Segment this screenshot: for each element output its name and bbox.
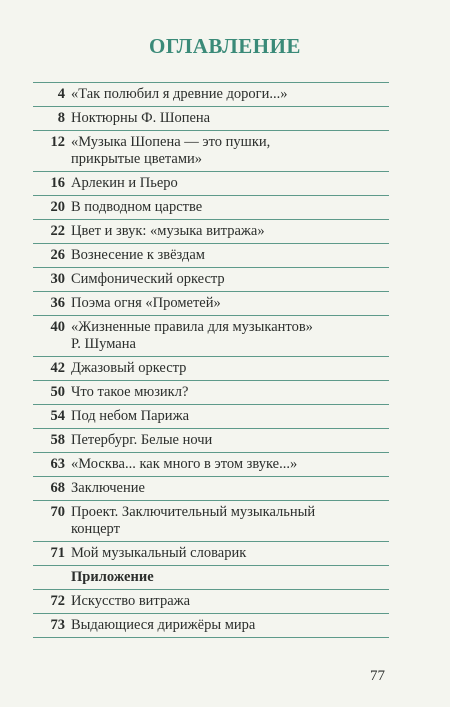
toc-row: [33, 405, 389, 429]
toc-entry-title: Арлекин и Пьеро: [71, 175, 178, 191]
toc-page-number: 36: [50, 295, 65, 311]
toc-page-number: 71: [50, 545, 65, 561]
toc-row: [33, 131, 389, 172]
toc-row: [33, 244, 389, 268]
toc-entry-title: «Москва... как много в этом звуке...»: [71, 456, 298, 472]
toc-page-number: 8: [57, 110, 65, 126]
toc-page-number: 42: [50, 360, 65, 376]
toc-row: [33, 357, 389, 381]
toc-entry-title: Вознесение к звёздам: [71, 247, 205, 263]
toc-entry-title: Под небом Парижа: [71, 408, 190, 424]
toc-page-number: 20: [50, 199, 65, 215]
toc-page-number: 26: [50, 247, 65, 263]
toc-entry-title: Петербург. Белые ночи: [71, 432, 213, 448]
toc-entry-title: В подводном царстве: [71, 199, 203, 215]
toc-row: [33, 453, 389, 477]
toc-row: [33, 83, 389, 107]
toc-page-number: 50: [50, 384, 65, 400]
toc-row: [33, 542, 389, 566]
toc-entry-title: Заключение: [71, 480, 145, 496]
toc-row: [33, 614, 389, 638]
toc-page-number: 63: [50, 456, 65, 472]
toc-page-number: 12: [50, 134, 65, 150]
toc-row: [33, 220, 389, 244]
toc-entry-title: Выдающиеся дирижёры мира: [71, 617, 256, 633]
toc-entry-title: Ноктюрны Ф. Шопена: [71, 110, 211, 126]
toc-page-number: 68: [50, 480, 65, 496]
page-title: ОГЛАВЛЕНИЕ: [149, 34, 301, 58]
toc-entry-title: Что такое мюзикл?: [71, 384, 189, 400]
toc-row: [33, 196, 389, 220]
toc-row: [33, 172, 389, 196]
toc-entry-title: Поэма огня «Прометей»: [71, 295, 221, 311]
toc-entry-title: Проект. Заключительный музыкальный концерт: [71, 504, 316, 537]
toc-entry-title: «Так полюбил я древние дороги...»: [71, 86, 288, 102]
toc-row: [33, 316, 389, 357]
appendix-heading: Приложение: [71, 569, 154, 585]
toc-entry-title: Джазовый оркестр: [71, 360, 187, 376]
toc-page-number: 72: [50, 593, 65, 609]
toc-row: [33, 107, 389, 131]
toc-entry-title: Мой музыкальный словарик: [71, 545, 247, 561]
toc-page-number: 73: [50, 617, 65, 633]
toc-entry-title: Цвет и звук: «музыка витража»: [71, 223, 265, 239]
toc-page-number: 22: [50, 223, 65, 239]
toc-row: [33, 590, 389, 614]
toc-page-number: 4: [57, 86, 65, 102]
toc-page-number: 58: [50, 432, 65, 448]
toc-row: [33, 381, 389, 405]
toc-page-number: 54: [50, 408, 65, 424]
toc-page-number-empty: [33, 566, 71, 569]
toc-section-row: [33, 566, 389, 590]
toc-row: [33, 292, 389, 316]
toc-entry-title: Симфонический оркестр: [71, 271, 225, 287]
toc-entry-title: Искусство витража: [71, 593, 191, 609]
table-of-contents: [33, 82, 389, 638]
toc-row: [33, 477, 389, 501]
toc-entry-title: «Музыка Шопена — это пушки, прикрытые цветами»: [71, 134, 271, 167]
toc-page-number: 70: [50, 504, 65, 520]
toc-row: [33, 501, 389, 542]
toc-row: [33, 268, 389, 292]
page-number: 77: [370, 668, 385, 684]
toc-page-number: 16: [50, 175, 65, 191]
toc-row: [33, 429, 389, 453]
toc-page-number: 30: [50, 271, 65, 287]
toc-entry-title: «Жизненные правила для музыкантов» Р. Шумана: [71, 319, 313, 352]
toc-page-number: 40: [50, 319, 65, 335]
